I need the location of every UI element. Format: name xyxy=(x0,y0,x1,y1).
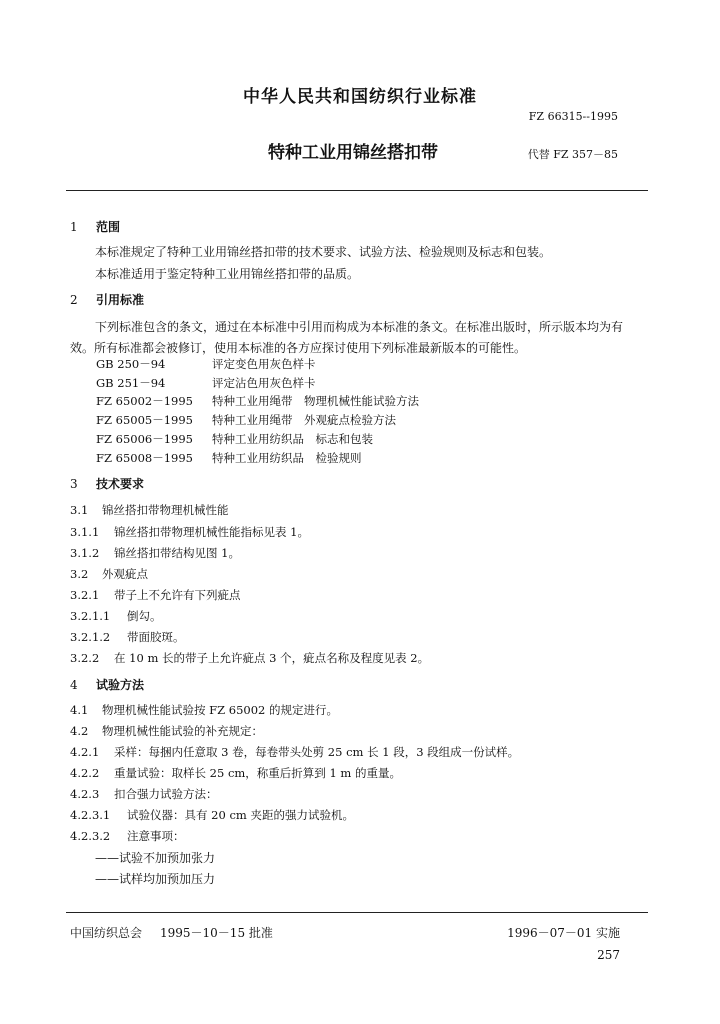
note-item: ——试验不加预加张力 xyxy=(95,851,216,865)
document-title: 特种工业用锦丝搭扣带 xyxy=(268,143,438,163)
clause-number: 4.2.3.2 xyxy=(70,829,111,843)
clause xyxy=(70,807,354,823)
clause-number: 4.2.3.1 xyxy=(70,808,111,822)
reference-item xyxy=(96,450,362,466)
clause xyxy=(70,629,185,645)
reference-item xyxy=(96,412,396,428)
clause xyxy=(70,744,519,760)
section-number: 3 xyxy=(70,477,78,491)
clause-text: 物理机械性能试验的补充规定： xyxy=(102,724,263,738)
clause-number: 3.2.1 xyxy=(70,588,100,602)
clause-text: 带面胶斑。 xyxy=(127,630,185,644)
header-rule xyxy=(66,190,648,191)
clause-number: 4.2.1 xyxy=(70,745,100,759)
clause xyxy=(70,566,148,582)
clause-text: 倒勾。 xyxy=(127,609,162,623)
section-number: 1 xyxy=(70,220,78,234)
section-title: 试验方法 xyxy=(96,678,145,692)
clause xyxy=(70,524,309,540)
clause-number: 3.1.2 xyxy=(70,546,100,560)
clause-text: 采样：每捆内任意取 3 卷，每卷带头处剪 25 cm 长 1 段，3 段组成一份试样。 xyxy=(114,745,520,759)
paragraph: 效。所有标准都会被修订，使用本标准的各方应探讨使用下列标准最新版本的可能性。 xyxy=(70,341,527,355)
clause-number: 3.2.2 xyxy=(70,651,100,665)
paragraph: 本标准规定了特种工业用锦丝搭扣带的技术要求、试验方法、检验规则及标志和包装。 xyxy=(95,245,552,259)
reference-title: 特种工业用绳带 物理机械性能试验方法 xyxy=(212,394,419,408)
reference-item xyxy=(96,375,316,391)
standard-number: FZ 66315--1995 xyxy=(528,110,618,123)
replaces-standard: 代替 FZ 357－85 xyxy=(527,148,618,161)
section-title: 范围 xyxy=(96,220,121,234)
reference-item xyxy=(96,431,373,447)
paragraph: 本标准适用于鉴定特种工业用锦丝搭扣带的品质。 xyxy=(95,267,360,281)
clause xyxy=(70,608,162,624)
clause-number: 4.2 xyxy=(70,724,89,738)
clause-text: 带子上不允许有下列疵点 xyxy=(114,588,241,602)
clause-number: 4.1 xyxy=(70,703,89,717)
reference-title: 特种工业用绳带 外观疵点检验方法 xyxy=(212,413,396,427)
clause xyxy=(70,723,263,739)
issuing-organization: 中国纺织总会 xyxy=(70,926,143,940)
clause-text: 锦丝搭扣带结构见图 1。 xyxy=(114,546,240,560)
section-number: 2 xyxy=(70,293,78,307)
clause xyxy=(70,502,229,518)
reference-title: 特种工业用纺织品 标志和包装 xyxy=(212,432,373,446)
section-title: 技术要求 xyxy=(96,477,145,491)
clause xyxy=(70,650,429,666)
clause-text: 锦丝搭扣带物理机械性能指标见表 1。 xyxy=(114,525,309,539)
clause xyxy=(70,765,401,781)
clause-text: 外观疵点 xyxy=(102,567,148,581)
reference-code: GB 250－94 xyxy=(96,357,166,371)
effective-date: 1996－07－01 实施 xyxy=(507,926,620,940)
note-item: ——试样均加预加压力 xyxy=(95,872,216,886)
paragraph: 下列标准包含的条文，通过在本标准中引用而构成为本标准的条文。在标准出版时，所示版本均为有 xyxy=(95,320,624,334)
clause-number: 4.2.3 xyxy=(70,787,100,801)
clause-text: 注意事项： xyxy=(127,829,185,843)
section-3-heading xyxy=(70,475,144,492)
reference-code: FZ 65006－1995 xyxy=(96,432,193,446)
clause-text: 物理机械性能试验按 FZ 65002 的规定进行。 xyxy=(102,703,339,717)
clause-number: 3.2 xyxy=(70,567,89,581)
reference-item xyxy=(96,393,419,409)
approval-date: 1995－10－15 批准 xyxy=(160,926,273,940)
reference-code: FZ 65008－1995 xyxy=(96,451,193,465)
section-number: 4 xyxy=(70,678,78,692)
reference-code: FZ 65002－1995 xyxy=(96,394,193,408)
clause-number: 3.1 xyxy=(70,503,89,517)
reference-title: 评定沾色用灰色样卡 xyxy=(212,376,316,390)
clause-text: 锦丝搭扣带物理机械性能 xyxy=(102,503,229,517)
clause xyxy=(70,702,338,718)
section-title: 引用标准 xyxy=(96,293,145,307)
reference-code: FZ 65005－1995 xyxy=(96,413,193,427)
clause-text: 在 10 m 长的带子上允许疵点 3 个，疵点名称及程度见表 2。 xyxy=(114,651,430,665)
clause xyxy=(70,786,218,802)
clause-number: 3.1.1 xyxy=(70,525,100,539)
page-number: 257 xyxy=(597,948,620,962)
clause-text: 扣合强力试验方法： xyxy=(114,787,218,801)
clause xyxy=(70,545,240,561)
section-2-heading xyxy=(70,291,144,308)
clause-number: 3.2.1.1 xyxy=(70,609,111,623)
section-1-heading xyxy=(70,218,120,235)
section-4-heading xyxy=(70,676,144,693)
reference-item xyxy=(96,356,316,372)
clause-number: 3.2.1.2 xyxy=(70,630,111,644)
reference-code: GB 251－94 xyxy=(96,376,166,390)
footer-rule xyxy=(66,912,648,913)
clause-text: 试验仪器：具有 20 cm 夹距的强力试验机。 xyxy=(127,808,354,822)
issuing-body-title: 中华人民共和国纺织行业标准 xyxy=(243,87,477,107)
clause xyxy=(70,828,185,844)
clause-text: 重量试验：取样长 25 cm，称重后折算到 1 m 的重量。 xyxy=(114,766,401,780)
clause-number: 4.2.2 xyxy=(70,766,100,780)
clause xyxy=(70,587,241,603)
reference-title: 评定变色用灰色样卡 xyxy=(212,357,316,371)
reference-title: 特种工业用纺织品 检验规则 xyxy=(212,451,362,465)
